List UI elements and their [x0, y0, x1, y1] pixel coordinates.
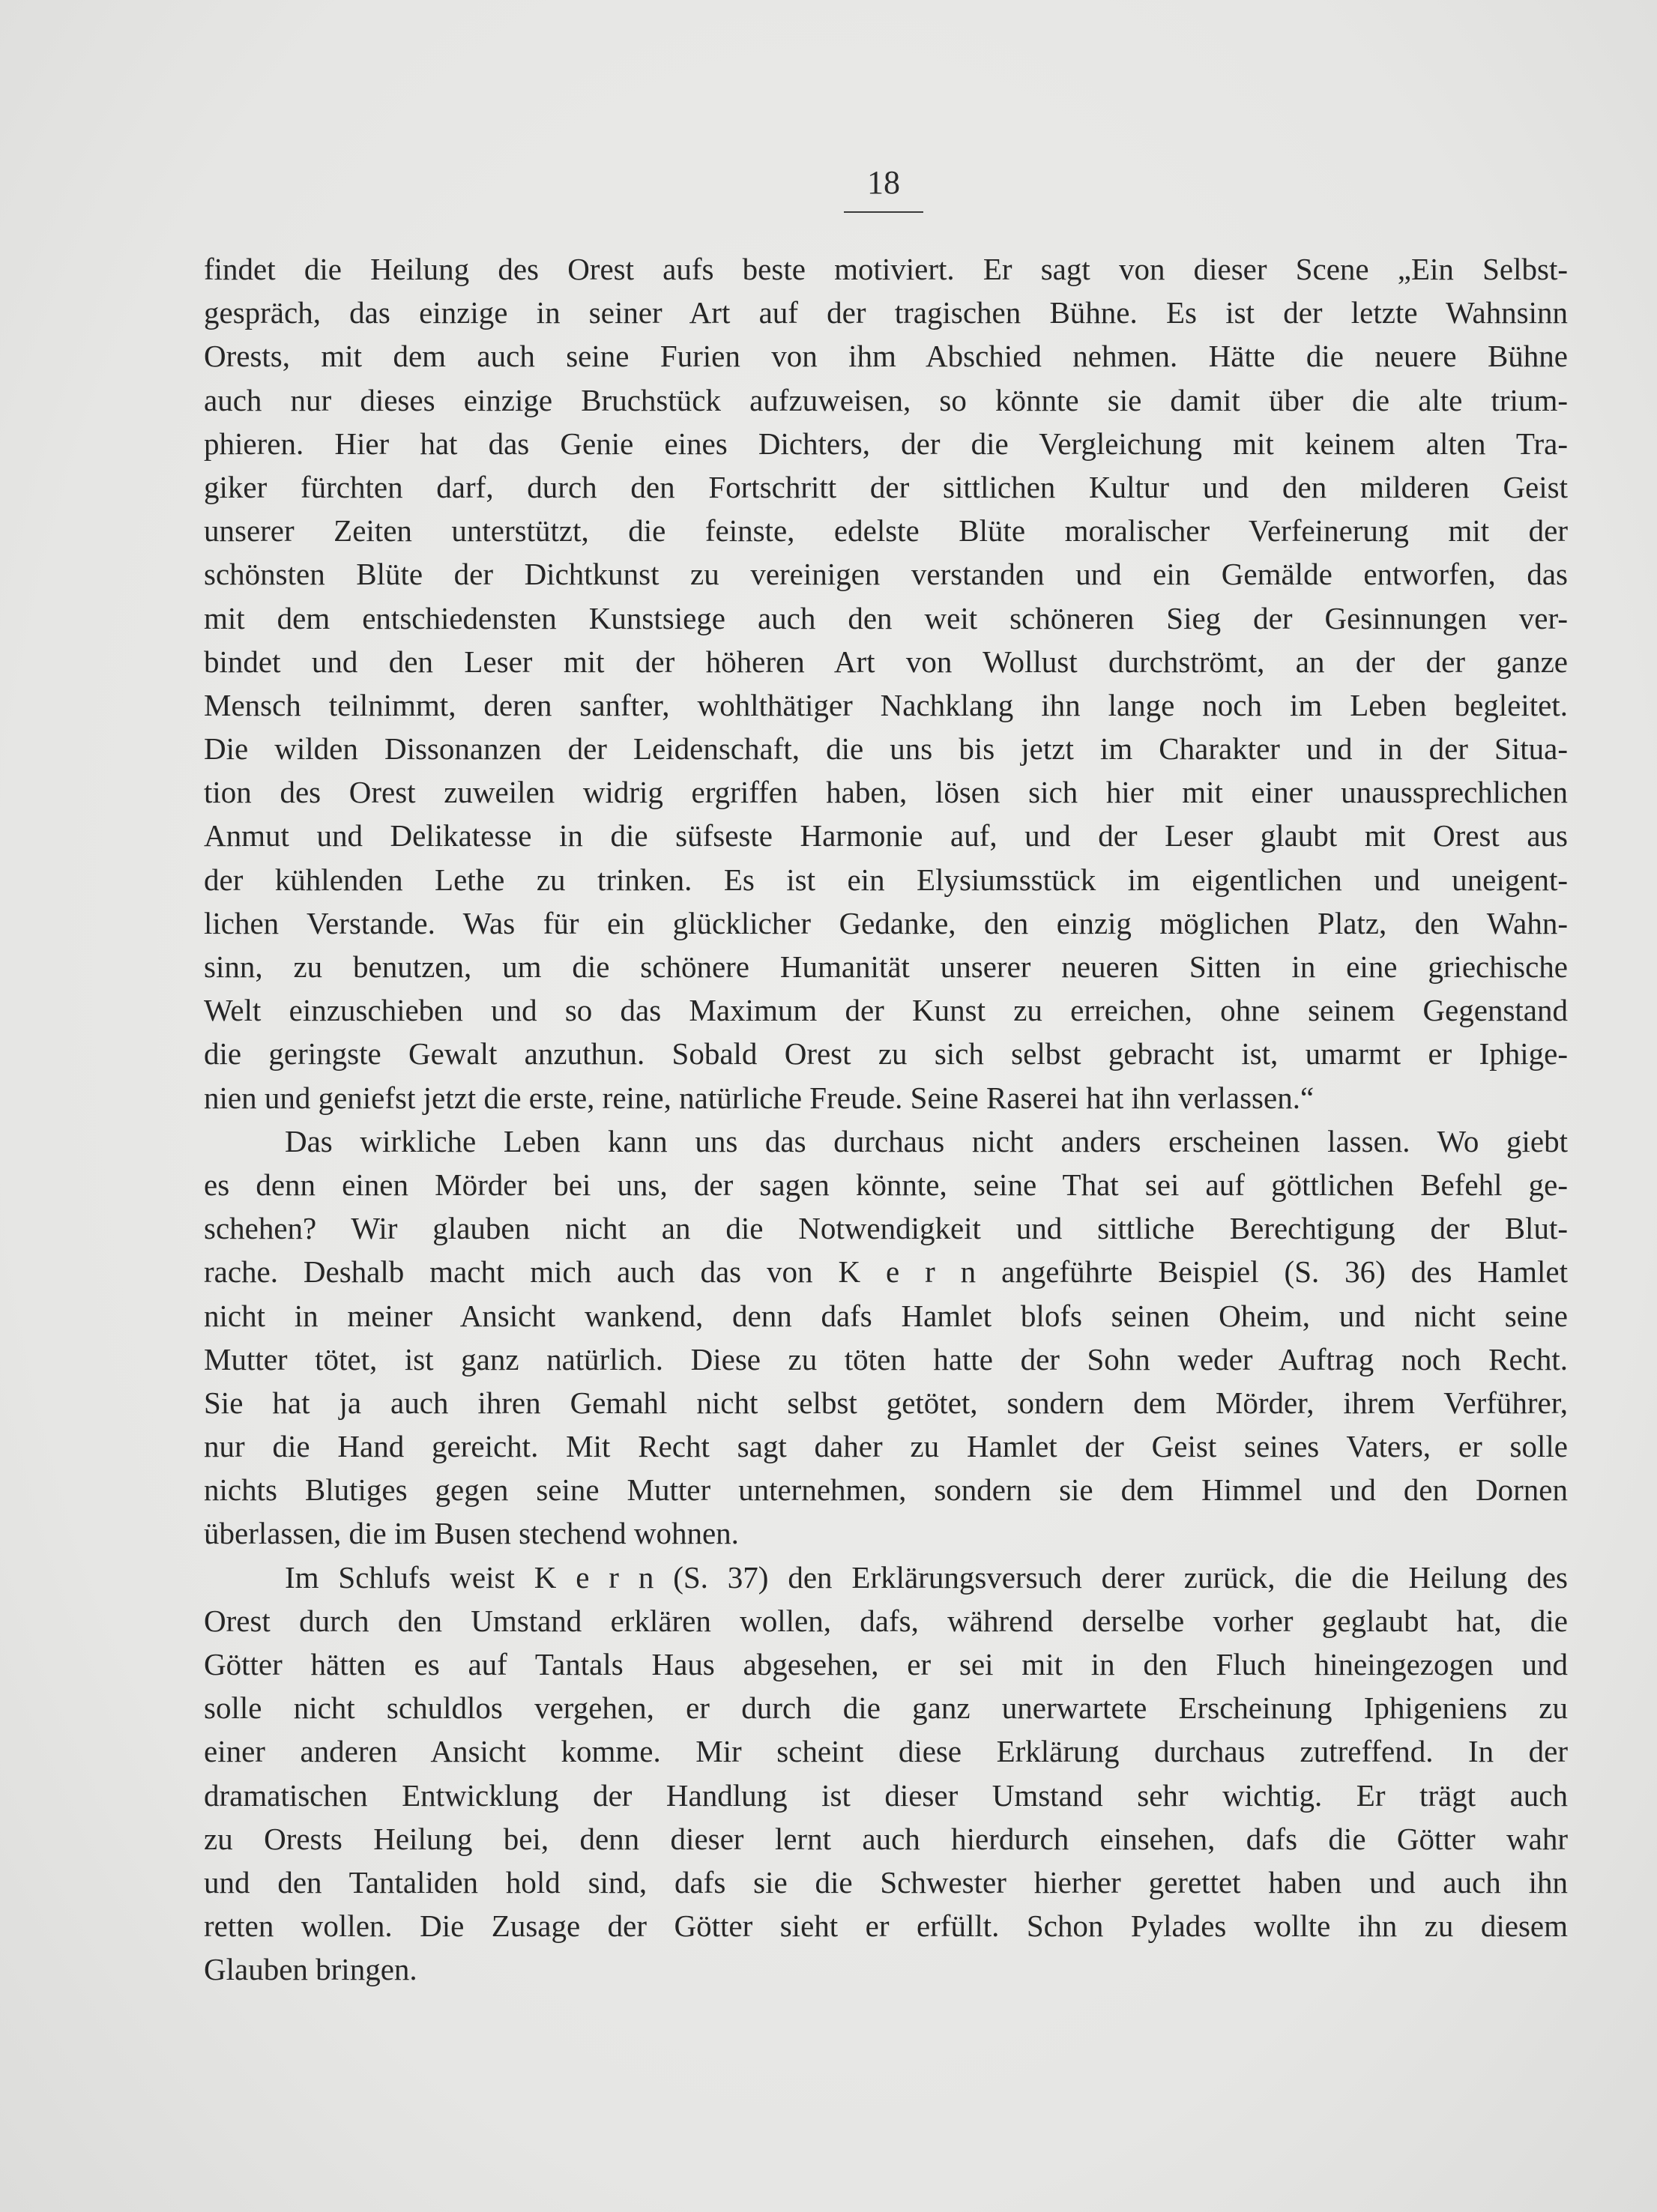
text-line: Im Schlufs weist K e r n (S. 37) den Erklärungsversuch derer zurück, die die Heilung des: [285, 1559, 1568, 1595]
text-line: zu Orests Heilung bei, denn dieser lernt auch hierdurch einsehen, dafs die Götter wahr: [204, 1821, 1568, 1856]
text-line: tion des Orest zuweilen widrig ergriffen haben, lösen sich hier mit einer unaussprechlichen: [204, 775, 1568, 810]
text-line: phieren. Hier hat das Genie eines Dichters, der die Vergleichung mit keinem alten Tra-: [204, 426, 1568, 461]
text-line: findet die Heilung des Orest aufs beste motiviert. Er sagt von dieser Scene „Ein Selbst-: [204, 252, 1568, 286]
text-line: dramatischen Entwicklung der Handlung ist dieser Umstand sehr wichtig. Er trägt auch: [204, 1777, 1568, 1813]
body-text: [204, 247, 1568, 1992]
text-line: bindet und den Leser mit der höheren Art von Wollust durchströmt, an der der ganze: [204, 644, 1568, 679]
text-line: auch nur dieses einzige Bruchstück aufzuweisen, so könnte sie damit über die alte trium-: [204, 382, 1568, 417]
text-line: überlassen, die im Busen stechend wohnen.: [204, 1516, 739, 1551]
text-line: Anmut und Delikatesse in die süfseste Harmonie auf, und der Leser glaubt mit Orest aus: [204, 818, 1568, 853]
page-number-rule: [844, 211, 923, 213]
text-line: nur die Hand gereicht. Mit Recht sagt daher zu Hamlet der Geist seines Vaters, er solle: [204, 1429, 1568, 1464]
text-line: gespräch, das einzige in seiner Art auf der tragischen Bühne. Es ist der letzte Wahnsinn: [204, 295, 1568, 330]
text-line: solle nicht schuldlos vergehen, er durch die ganz unerwartete Erscheinung Iphigeniens zu: [204, 1690, 1568, 1726]
text-line: Das wirkliche Leben kann uns das durchaus nicht anders erscheinen lassen. Wo giebt: [285, 1123, 1568, 1158]
text-line: Mutter tötet, ist ganz natürlich. Diese zu töten hatte der Sohn weder Auftrag noch Recht.: [204, 1341, 1568, 1377]
text-line: Orests, mit dem auch seine Furien von ihm Abschied nehmen. Hätte die neuere Bühne: [204, 339, 1568, 374]
text-line: und den Tantaliden hold sind, dafs sie die Schwester hierher gerettet haben und auch ihn: [204, 1864, 1568, 1900]
text-line: lichen Verstande. Was für ein glücklicher Gedanke, den einzig möglichen Platz, den Wahn-: [204, 905, 1568, 940]
page-number: 18: [867, 164, 900, 201]
paragraph: [204, 1556, 1568, 1992]
text-line: schönsten Blüte der Dichtkunst zu vereinigen verstanden und ein Gemälde entworfen, das: [204, 557, 1568, 592]
text-line: Orest durch den Umstand erklären wollen, dafs, während derselbe vorher geglaubt hat, die: [204, 1603, 1568, 1638]
text-line: Welt einzuschieben und so das Maximum der Kunst zu erreichen, ohne seinem Gegenstand: [204, 993, 1568, 1028]
text-line: nichts Blutiges gegen seine Mutter unternehmen, sondern sie dem Himmel und den Dornen: [204, 1472, 1568, 1508]
text-line: unserer Zeiten unterstützt, die feinste, edelste Blüte moralischer Verfeinerung mit der: [204, 513, 1568, 549]
text-line: einer anderen Ansicht komme. Mir scheint diese Erklärung durchaus zutreffend. In der: [204, 1734, 1568, 1769]
text-line: der kühlenden Lethe zu trinken. Es ist ein Elysiumsstück im eigentlichen und uneigent-: [204, 862, 1568, 897]
paragraph: [204, 247, 1568, 1119]
text-line: Glauben bringen.: [204, 1952, 417, 1987]
text-line: schehen? Wir glauben nicht an die Notwendigkeit und sittliche Berechtigung der Blut-: [204, 1211, 1568, 1246]
text-line: giker fürchten darf, durch den Fortschritt der sittlichen Kultur und den milderen Geist: [204, 469, 1568, 504]
text-line: die geringste Gewalt anzuthun. Sobald Orest zu sich selbst gebracht ist, umarmt er Iphige-: [204, 1036, 1568, 1072]
text-line: rache. Deshalb macht mich auch das von K e r n angeführte Beispiel (S. 36) des Hamlet: [204, 1254, 1568, 1290]
text-line: nicht in meiner Ansicht wankend, denn dafs Hamlet blofs seinen Oheim, und nicht seine: [204, 1298, 1568, 1333]
text-line: retten wollen. Die Zusage der Götter sieht er erfüllt. Schon Pylades wollte ihn zu diesem: [204, 1909, 1568, 1944]
text-line: nien und geniefst jetzt die erste, reine, natürliche Freude. Seine Raserei hat ihn verlassen.“: [204, 1080, 1315, 1115]
text-line: Götter hätten es auf Tantals Haus abgesehen, er sei mit in den Fluch hineingezogen und: [204, 1647, 1568, 1681]
paragraph: [204, 1119, 1568, 1556]
text-line: sinn, zu benutzen, um die schönere Humanität unserer neueren Sitten in eine griechische: [204, 949, 1568, 984]
text-line: Die wilden Dissonanzen der Leidenschaft, die uns bis jetzt im Charakter und in der Situa-: [204, 731, 1568, 767]
text-line: es denn einen Mörder bei uns, der sagen könnte, seine That sei auf göttlichen Befehl ge-: [204, 1167, 1568, 1202]
text-line: mit dem entschiedensten Kunstsiege auch den weit schöneren Sieg der Gesinnungen ver-: [204, 600, 1568, 635]
text-line: Mensch teilnimmt, deren sanfter, wohlthätiger Nachklang ihn lange noch im Leben begleitet.: [204, 687, 1568, 722]
text-line: Sie hat ja auch ihren Gemahl nicht selbst getötet, sondern dem Mörder, ihrem Verführer,: [204, 1385, 1568, 1420]
